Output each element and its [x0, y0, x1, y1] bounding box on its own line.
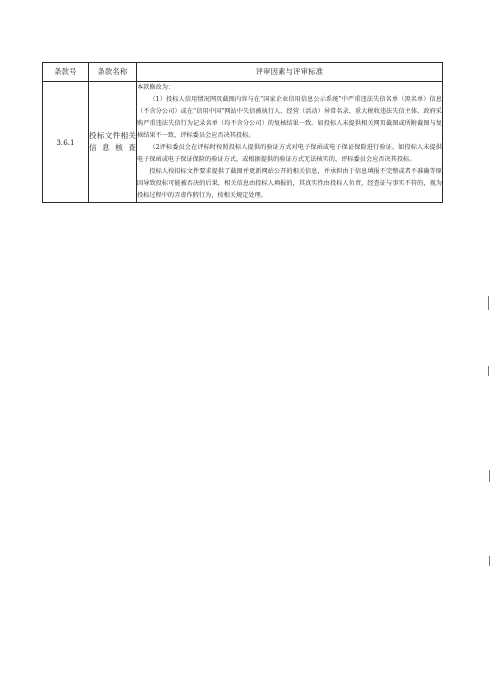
- criteria-item-1: （1）投标人信用情况网页截图内容与在“国家企业信用信息公示系统”中严重违法失信名单（黑名单）信息（不含分公司）或在“信用中国”网站中失信被执行人、经营（活动）异常名录、重大税收违法失信主体、政府采购严重违法失信行为记录名单（均不含分公司）的复核结果一致。如投标人未提供相关网页截图或所附截图与复核结果不一致，评标委员会应否决其投标。: [137, 96, 442, 139]
- clause-name-cell: 投标文件相关信息核查: [89, 82, 137, 203]
- criteria-intro: 本款修改为：: [137, 84, 175, 91]
- header-clause-number: 条款号: [43, 63, 89, 82]
- table-row: [43, 82, 443, 203]
- criteria-note: 投标人按招标文件要求提供了截图并更新网站公开的相关信息，并承担由于信息填报不完整或者不准确等原因导致投标可能被否决的后果，相关信息由投标人填报的，其真实性由投标人负责，经查证与事实不符的，视为投标过程中的弄虚作假行为，按相关规定处理。: [137, 168, 442, 199]
- clause-table: [42, 62, 443, 203]
- header-criteria: 评审因素与评审标准: [137, 63, 443, 82]
- header-clause-name: 条款名称: [89, 63, 137, 82]
- clause-number-cell: 3.6.1: [43, 82, 89, 203]
- criteria-item-2: （2评标委员会在评标时按照投标人提供的验证方式对电子保函或电子保证保险进行验证。如投标人未提供电子保函或电子保证保险的验证方式，或根据提供的验证方式无法核实的，评标委员会应否决其投标。: [137, 144, 442, 163]
- table-header-row: [43, 63, 443, 82]
- criteria-cell: [137, 82, 443, 203]
